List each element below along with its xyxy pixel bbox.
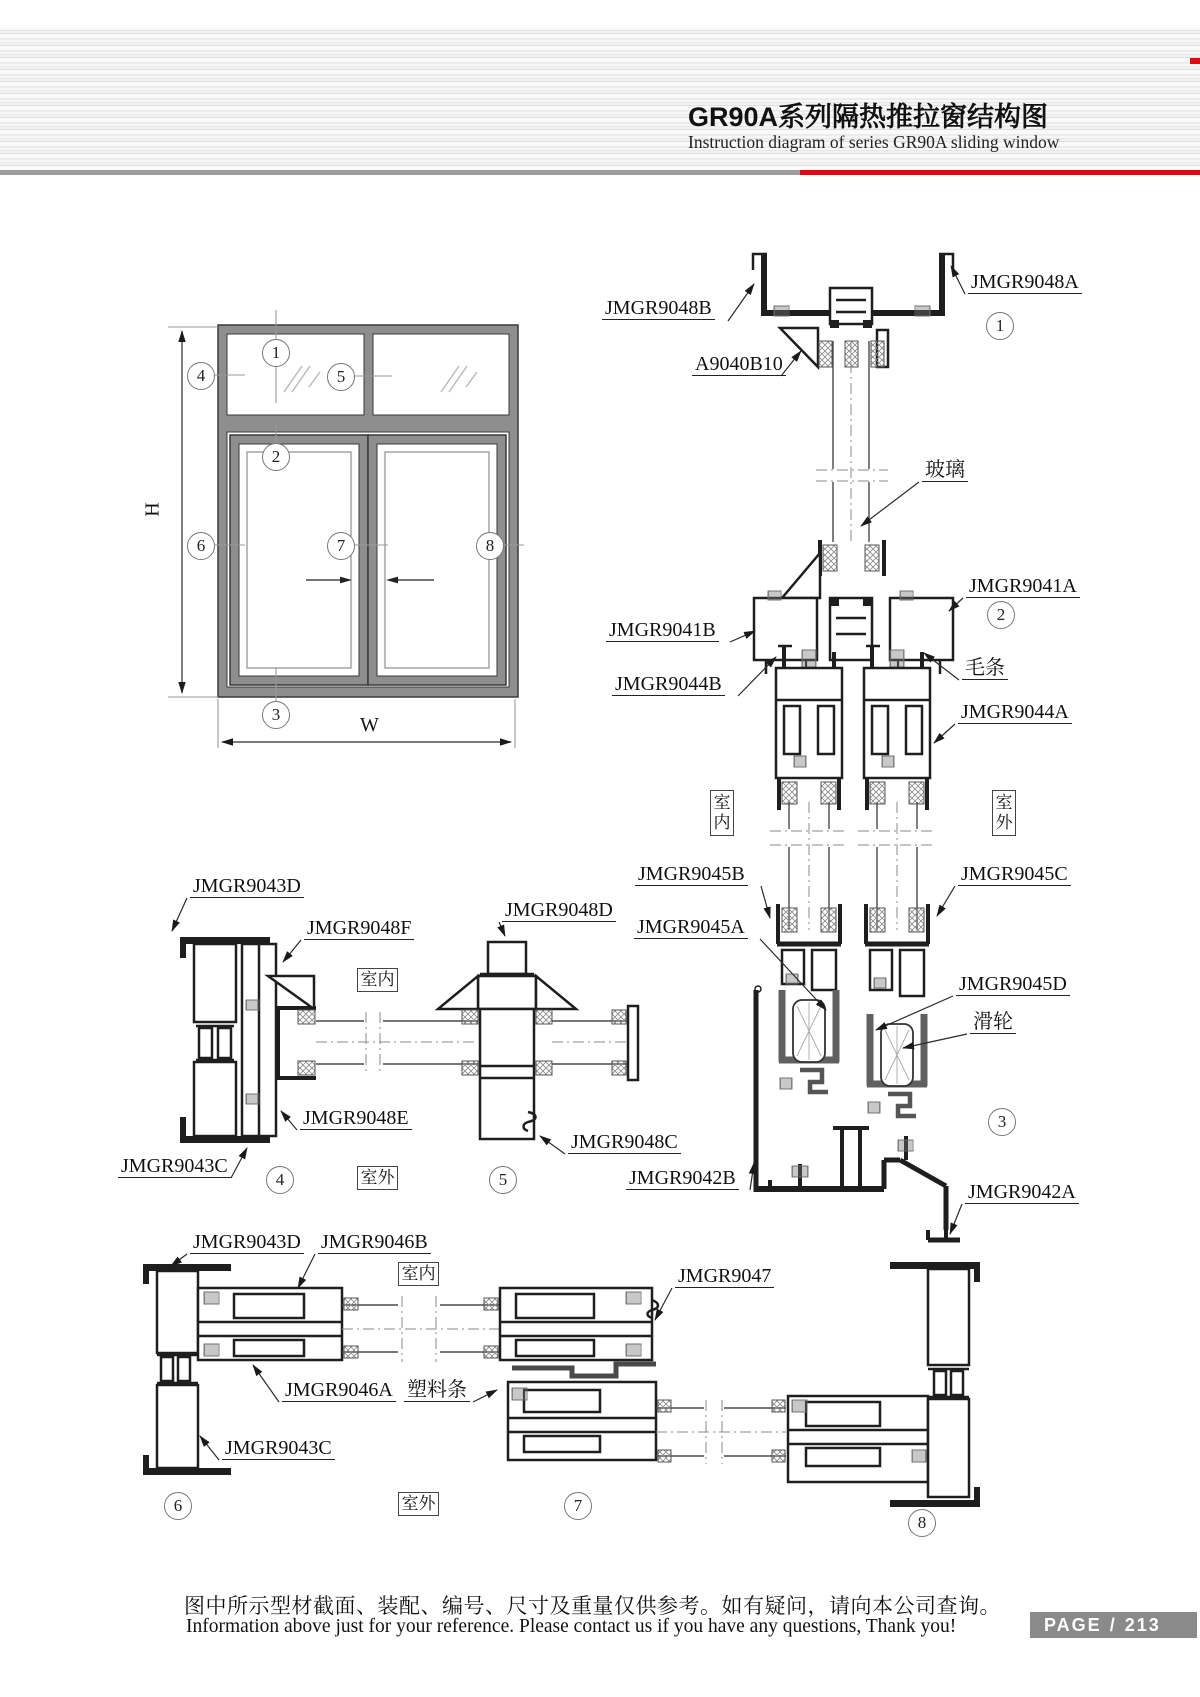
callout-3-elevation: 3 <box>262 701 290 729</box>
callout-1-elevation: 1 <box>262 339 290 367</box>
part-label-jmgr9048a: JMGR9048A <box>968 272 1082 294</box>
glass-label: 玻璃 <box>922 460 968 482</box>
outdoor-box-bottom: 室外 <box>398 1492 439 1516</box>
callout-6-elevation: 6 <box>187 532 215 560</box>
width-dimension-label: W <box>360 714 379 736</box>
callout-8-section: 8 <box>908 1509 936 1537</box>
part-label-jmgr9045b: JMGR9045B <box>635 864 748 886</box>
page-subtitle: Instruction diagram of series GR90A sliding window <box>688 132 1060 152</box>
part-label-jmgr9048e: JMGR9048E <box>300 1108 412 1130</box>
glass-run-right <box>552 1021 636 1064</box>
fixed-glass-lines <box>816 341 888 542</box>
page-number-badge <box>1030 1612 1197 1638</box>
part-label-jmgr9045a: JMGR9045A <box>634 917 748 939</box>
callout-6-section: 6 <box>164 1492 192 1520</box>
part-label-jmgr9041b: JMGR9041B <box>606 620 719 642</box>
part-label-jmgr9047: JMGR9047 <box>675 1266 774 1288</box>
page-separator: / <box>1109 1615 1117 1635</box>
callout-4-elevation: 4 <box>187 362 215 390</box>
glass-run-bottom-right <box>656 1400 786 1464</box>
part-label-jmgr9043c-bottom: JMGR9043C <box>222 1438 335 1460</box>
bottom-horizontal-section-drawing <box>143 1254 980 1507</box>
part-label-jmgr9043c-mid: JMGR9043C <box>118 1156 231 1178</box>
part-label-jmgr9046a: JMGR9046A <box>282 1380 396 1402</box>
callout-1-section: 1 <box>986 312 1014 340</box>
callout-5-section: 5 <box>489 1166 517 1194</box>
vertical-section-drawing <box>728 254 967 1240</box>
part-label-jmgr9045d: JMGR9045D <box>956 974 1070 996</box>
plastic-strip-label: 塑料条 <box>404 1380 470 1402</box>
callout-3-section: 3 <box>988 1108 1016 1136</box>
part-label-jmgr9043d-mid: JMGR9043D <box>190 876 304 898</box>
left-sash-column <box>770 646 848 1092</box>
glass-run-left <box>316 1012 478 1073</box>
outdoor-box-vertical: 室外 <box>992 790 1016 836</box>
part-label-jmgr9044a: JMGR9044A <box>958 702 1072 724</box>
indoor-box-mid: 室内 <box>357 968 398 992</box>
part-label-jmgr9042b: JMGR9042B <box>626 1168 739 1190</box>
page-number: 213 <box>1124 1615 1161 1635</box>
footer-note-cn: 图中所示型材截面、装配、编号、尺寸及重量仅供参考。如有疑问，请向本公司查询。 <box>184 1595 1001 1618</box>
part-label-a9040b10: A9040B10 <box>692 354 786 376</box>
part-label-jmgr9048b: JMGR9048B <box>602 298 715 320</box>
part-label-jmgr9048d: JMGR9048D <box>502 900 616 922</box>
callout-5-elevation: 5 <box>327 363 355 391</box>
callout-2-section: 2 <box>987 601 1015 629</box>
wool-pile-label: 毛条 <box>962 658 1008 680</box>
callout-7-elevation: 7 <box>327 532 355 560</box>
part-label-jmgr9048c: JMGR9048C <box>568 1132 681 1154</box>
outdoor-box-mid: 室外 <box>357 1166 398 1190</box>
callout-4-section: 4 <box>266 1166 294 1194</box>
roller-label: 滑轮 <box>970 1012 1016 1034</box>
callout-8-elevation: 8 <box>476 532 504 560</box>
callout-7-section: 7 <box>564 1492 592 1520</box>
right-sash-column <box>858 646 936 1116</box>
page-label: PAGE <box>1044 1615 1102 1635</box>
part-label-jmgr9045c: JMGR9045C <box>958 864 1071 886</box>
part-label-jmgr9046b: JMGR9046B <box>318 1232 431 1254</box>
glass-run-bottom-left <box>342 1296 500 1362</box>
indoor-box-vertical: 室内 <box>710 790 734 836</box>
part-label-jmgr9048f: JMGR9048F <box>304 918 414 940</box>
part-label-jmgr9041a: JMGR9041A <box>966 576 1080 598</box>
part-label-jmgr9042a: JMGR9042A <box>965 1182 1079 1204</box>
part-label-jmgr9044b: JMGR9044B <box>612 674 725 696</box>
part-label-jmgr9043d-bottom: JMGR9043D <box>190 1232 304 1254</box>
page-title: GR90A系列隔热推拉窗结构图 <box>688 102 1049 132</box>
callout-2-elevation: 2 <box>262 443 290 471</box>
height-dimension-label: H <box>141 502 164 517</box>
indoor-box-bottom: 室内 <box>398 1262 439 1286</box>
footer-note-en: Information above just for your reference. Please contact us if you have any questions, Thank you! <box>186 1616 957 1637</box>
